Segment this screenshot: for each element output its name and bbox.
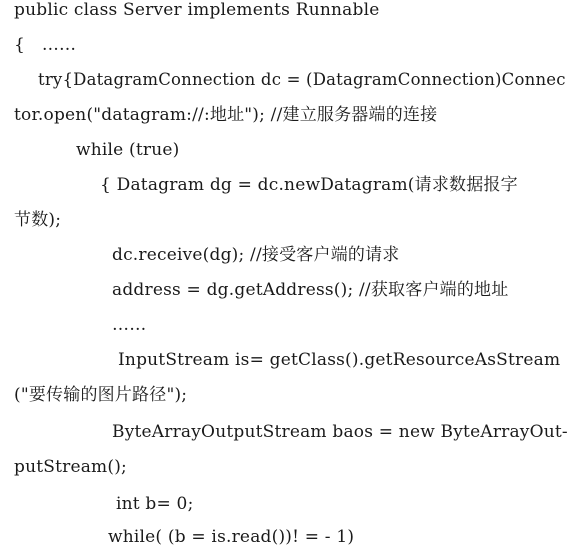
code-line: { Datagram dg = dc.newDatagram(请求数据报字: [100, 175, 518, 195]
code-line: { ……: [14, 35, 77, 55]
code-line: int b= 0;: [116, 494, 194, 514]
code-line: public class Server implements Runnable: [14, 0, 380, 20]
code-line: while (true): [76, 140, 180, 160]
code-line: while( (b = is.read())! = - 1): [108, 527, 355, 547]
code-line: putStream();: [14, 457, 127, 477]
code-line: address = dg.getAddress(); //获取客户端的地址: [112, 280, 509, 300]
code-line: 节数);: [14, 210, 62, 230]
code-line: try{DatagramConnection dc = (DatagramConnection)Connec: [38, 70, 566, 89]
code-line: InputStream is= getClass().getResourceAsStream: [118, 350, 561, 370]
code-line: dc.receive(dg); //接受客户端的请求: [112, 245, 400, 265]
code-line: ByteArrayOutputStream baos = new ByteArrayOut-: [112, 422, 568, 442]
code-line: tor.open("datagram://:地址"); //建立服务器端的连接: [14, 105, 438, 125]
code-line: ……: [112, 315, 147, 335]
code-line: ("要传输的图片路径");: [14, 385, 188, 405]
